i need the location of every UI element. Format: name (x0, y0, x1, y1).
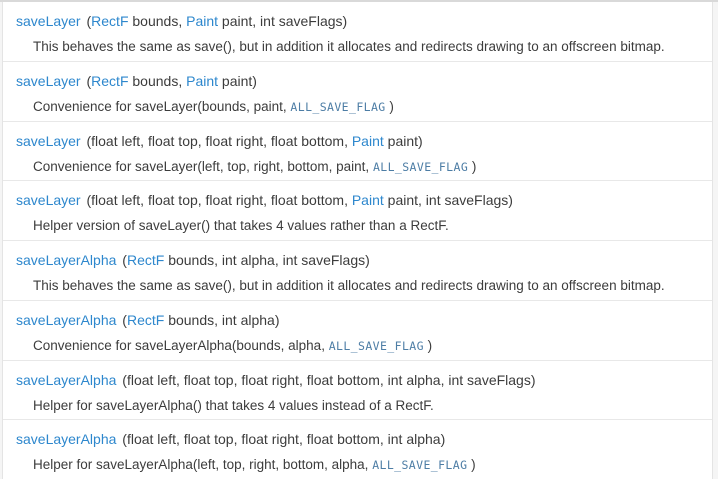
signature-text: (float left, float top, float right, float bottom, int alpha, int saveFlags) (122, 371, 536, 388)
signature-text: bounds, int alpha) (164, 311, 280, 328)
method-link[interactable]: saveLayerAlpha (16, 252, 117, 268)
signature-text: paint, int saveFlags) (218, 13, 348, 29)
signature-text: paint) (218, 72, 257, 89)
description-text: ) (468, 158, 477, 174)
method-row (3, 361, 712, 421)
signature-text: ( (86, 72, 92, 89)
type-link[interactable]: Paint (351, 192, 384, 209)
signature-text: (float left, float top, float right, float bottom, (86, 192, 352, 209)
constant-link[interactable]: ALL_SAVE_FLAG (328, 338, 424, 353)
method-signature (3, 62, 712, 89)
method-row (3, 62, 712, 122)
description-text: This behaves the same as save(), but in addition it allocates and redirects drawing to an offscreen bitmap. (33, 278, 665, 293)
method-description (3, 208, 712, 234)
method-signature (3, 2, 712, 29)
type-link[interactable]: Paint (351, 132, 384, 149)
signature-text: paint, int saveFlags) (383, 192, 513, 209)
method-link[interactable]: saveLayerAlpha (16, 311, 117, 328)
description-text: This behaves the same as save(), but in addition it allocates and redirects drawing to an offscreen bitmap. (33, 39, 665, 54)
description-text: Convenience for saveLayerAlpha(bounds, alpha, (33, 337, 329, 353)
description-text: ) (467, 457, 476, 473)
type-link[interactable]: Paint (186, 13, 219, 29)
signature-text: paint) (383, 132, 423, 149)
method-signature (3, 181, 712, 208)
method-link[interactable]: saveLayer (16, 192, 81, 209)
description-text: Helper version of saveLayer() that takes 4 values rather than a RectF. (33, 218, 449, 234)
method-row (3, 181, 712, 241)
method-row (3, 420, 712, 479)
method-description (3, 388, 712, 414)
signature-text: ( (122, 252, 127, 268)
description-text: ) (385, 98, 394, 114)
method-row (3, 122, 712, 182)
method-signature (3, 301, 712, 328)
signature-text: ( (86, 13, 92, 29)
description-text: Helper for saveLayerAlpha() that takes 4 values instead of a RectF. (33, 397, 434, 413)
method-signature (3, 420, 712, 447)
method-reference-table (2, 2, 713, 479)
type-link[interactable]: Paint (186, 72, 219, 89)
signature-text: bounds, (128, 72, 187, 89)
signature-text: ( (122, 311, 127, 328)
method-link[interactable]: saveLayerAlpha (16, 431, 117, 448)
type-link[interactable]: RectF (91, 72, 129, 89)
method-link[interactable]: saveLayer (16, 72, 81, 89)
type-link[interactable]: RectF (91, 13, 129, 29)
method-link[interactable]: saveLayerAlpha (16, 371, 117, 388)
constant-link[interactable]: ALL_SAVE_FLAG (372, 159, 469, 174)
method-row (3, 2, 712, 62)
type-link[interactable]: RectF (126, 311, 165, 328)
method-description (3, 149, 712, 175)
method-row (3, 241, 712, 301)
method-signature (3, 361, 712, 388)
method-signature (3, 122, 712, 149)
method-description (3, 328, 712, 354)
description-text: Helper for saveLayerAlpha(left, top, right, bottom, alpha, (33, 457, 373, 473)
method-signature (3, 241, 712, 268)
method-link[interactable]: saveLayer (16, 13, 81, 29)
type-link[interactable]: RectF (126, 252, 165, 268)
signature-text: (float left, float top, float right, float bottom, (86, 132, 352, 149)
constant-link[interactable]: ALL_SAVE_FLAG (372, 458, 468, 473)
description-text: ) (423, 337, 433, 353)
description-text: Convenience for saveLayer(left, top, right, bottom, paint, (33, 158, 373, 174)
signature-text: (float left, float top, float right, float bottom, int alpha) (122, 431, 446, 448)
method-description (3, 447, 712, 473)
method-description (3, 29, 712, 55)
method-link[interactable]: saveLayer (16, 132, 81, 149)
description-text: Convenience for saveLayer(bounds, paint, (33, 98, 291, 114)
signature-text: bounds, (128, 13, 187, 29)
method-description (3, 89, 712, 115)
method-description (3, 268, 712, 294)
method-row (3, 301, 712, 361)
constant-link[interactable]: ALL_SAVE_FLAG (290, 99, 386, 114)
signature-text: bounds, int alpha, int saveFlags) (164, 252, 370, 268)
